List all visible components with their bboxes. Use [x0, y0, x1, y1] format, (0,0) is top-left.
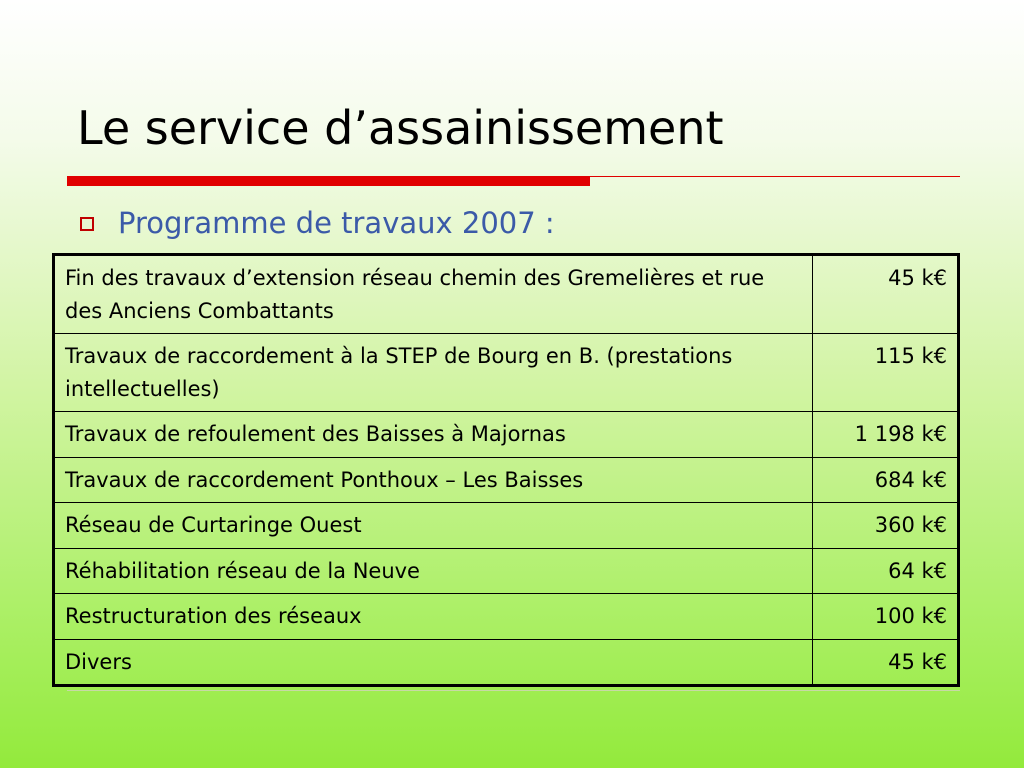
table-row	[54, 594, 959, 640]
work-amount: 360 k€	[813, 503, 959, 549]
work-description: Fin des travaux d’extension réseau chemin des Gremelières et rue des Anciens Combattants	[54, 255, 813, 334]
square-bullet-icon	[80, 217, 94, 231]
table-row	[54, 503, 959, 549]
table-row	[54, 334, 959, 412]
work-description: Réhabilitation réseau de la Neuve	[54, 548, 813, 594]
work-amount: 100 k€	[813, 594, 959, 640]
work-description: Travaux de raccordement à la STEP de Bourg en B. (prestations intellectuelles)	[54, 334, 813, 412]
works-table	[52, 253, 960, 687]
table-row	[54, 548, 959, 594]
table-row	[54, 255, 959, 334]
work-description: Divers	[54, 639, 813, 686]
title-underline-thin	[590, 176, 960, 177]
table-row	[54, 457, 959, 503]
work-amount: 45 k€	[813, 639, 959, 686]
work-description: Réseau de Curtaringe Ouest	[54, 503, 813, 549]
work-description: Travaux de refoulement des Baisses à Majornas	[54, 412, 813, 458]
bullet-text: Programme de travaux 2007 :	[118, 206, 555, 240]
title-underline-thick	[67, 176, 590, 186]
slide-title: Le service d’assainissement	[77, 101, 724, 155]
work-amount: 1 198 k€	[813, 412, 959, 458]
table-row	[54, 412, 959, 458]
work-description: Restructuration des réseaux	[54, 594, 813, 640]
work-amount: 64 k€	[813, 548, 959, 594]
bottom-divider	[67, 690, 960, 691]
work-amount: 684 k€	[813, 457, 959, 503]
table-row	[54, 639, 959, 686]
bullet-item	[80, 206, 555, 240]
work-amount: 115 k€	[813, 334, 959, 412]
work-description: Travaux de raccordement Ponthoux – Les Baisses	[54, 457, 813, 503]
work-amount: 45 k€	[813, 255, 959, 334]
